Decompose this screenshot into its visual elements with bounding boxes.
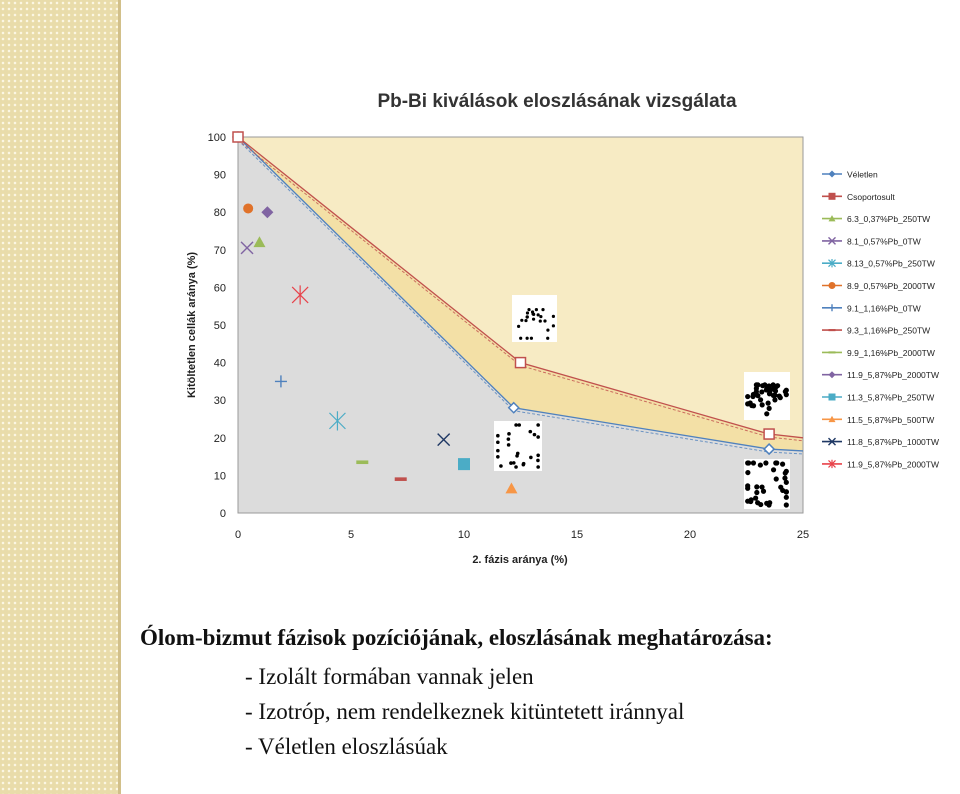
inset-clustered-sparse-dot [530,337,533,340]
inset-clustered-sparse-dot [537,313,540,316]
inset-random-dense-dot [745,486,750,491]
y-tick-label: 80 [213,207,226,220]
legend-label: 9.9_1,16%Pb_2000TW [847,347,935,358]
legend-item [822,415,934,425]
legend-item [822,393,934,403]
inset-clustered-sparse-dot [531,312,534,315]
inset-clustered-sparse-dot [546,337,549,340]
inset-random-sparse-dot [536,423,540,427]
inset-clustered-dense [744,372,790,420]
legend-label: 11.3_5,87%Pb_250TW [847,392,935,403]
x-tick-label: 20 [683,529,697,541]
caption-item: - Véletlen eloszlásúak [245,729,955,764]
y-tick-label: 70 [213,244,226,257]
inset-clustered-dense-dot [760,402,765,407]
x-tick-label: 0 [234,529,242,541]
inset-clustered-sparse-dot [543,319,546,322]
y-tick-label: 90 [213,169,226,182]
legend-marker [829,193,836,200]
side-strip-edge [118,0,121,794]
x-tick-label: 5 [347,529,355,541]
inset-clustered-dense-dot [751,392,756,397]
legend-marker [829,282,836,289]
inset-random-dense-dot [754,484,759,489]
inset-clustered-dense-dot [758,397,763,402]
inset-clustered-sparse-dot [517,325,520,328]
inset-clustered-dense-dot [784,388,789,393]
y-tick-label: 40 [213,357,226,370]
inset-random-sparse-dot [507,443,511,447]
inset-clustered-dense-dot [767,391,772,396]
decorative-side-strip [0,0,118,794]
inset-random-dense-dot [763,460,768,465]
inset-random-dense-dot [748,499,753,504]
inset-random-sparse-dot [514,423,518,427]
legend-item [822,214,930,224]
inset-random-dense-dot [764,501,769,506]
inset-random-dense-dot [783,470,788,475]
inset-random-sparse-dot [496,434,500,438]
inset-clustered-sparse-dot [524,319,527,322]
y-axis-label: Kitöltetlen cellák aránya (%) [186,251,198,399]
inset-clustered-dense-dot [745,394,750,399]
inset-random-sparse-dot [536,454,540,458]
x-axis-label: 2. fázis aránya (%) [472,554,568,566]
legend-marker [829,304,836,311]
inset-clustered-dense-dot [760,383,765,388]
data-point [356,460,368,464]
inset-clustered-sparse-dot [520,319,523,322]
inset-clustered-sparse-dot [527,308,530,311]
inset-clustered-dense-dot [764,411,769,416]
chart [150,70,960,580]
inset-random-sparse-dot [514,465,518,469]
y-tick-label: 10 [213,470,226,483]
legend-item [822,236,921,246]
y-tick-label: 100 [207,132,226,144]
legend-marker [829,394,836,401]
inset-clustered-sparse-dot [526,316,529,319]
inset-random-dense-dot [784,502,789,507]
y-tick-label: 50 [213,320,226,332]
inset-random-dense-dot [753,496,758,501]
inset-clustered-sparse-dot [539,315,542,318]
legend-item [822,437,939,447]
clustered-line-point [516,358,526,368]
inset-random-dense-dot [774,476,779,481]
inset-clustered-sparse-dot [526,337,529,340]
inset-clustered-dense-dot [778,395,783,400]
legend-marker [829,329,836,331]
inset-random-dense-dot [758,462,763,467]
inset-random-sparse-dot [499,464,503,468]
inset-random-dense [744,459,790,509]
inset-clustered-dense-dot [759,389,764,394]
inset-random-sparse-dot [517,423,521,427]
inset-random-sparse-dot [509,461,513,465]
legend-item [822,170,878,180]
legend-label: 11.5_5,87%Pb_500TW [847,414,935,425]
legend-label: 9.1_1,16%Pb_0TW [847,303,921,314]
legend-marker [829,371,836,378]
legend-label: 11.8_5,87%Pb_1000TW [847,437,939,448]
inset-random-dense-dot [784,495,789,500]
legend-item [822,326,930,336]
data-point [243,203,253,213]
inset-random-sparse-dot [515,454,519,458]
legend-label: 6.3_0,37%Pb_250TW [847,214,931,225]
inset-random-sparse-dot [536,435,540,439]
x-axis-ticks [235,529,809,541]
caption-item: - Izotróp, nem rendelkeznek kitüntetett iránnyal [245,694,955,729]
inset-random-dense-dot [755,500,760,505]
inset-random-sparse-dot [522,463,526,467]
legend-label: 8.9_0,57%Pb_2000TW [847,281,935,291]
legend-label: 8.13_0,57%Pb_250TW [847,258,935,269]
caption-list [140,659,955,764]
legend-label: Véletlen [847,169,878,180]
inset-random-sparse-dot [496,449,500,453]
legend-item [822,303,921,313]
inset-clustered-dense-dot [749,403,754,408]
legend-label: 9.3_1,16%Pb_250TW [847,325,931,336]
inset-random-dense-dot [771,467,776,472]
legend-marker [829,171,836,178]
inset-clustered-dense-dot [767,406,772,411]
inset-clustered-dense-dot [772,397,777,402]
x-tick-label: 15 [570,529,584,541]
inset-clustered-sparse-dot [535,308,538,311]
inset-random-sparse-dot [507,432,511,436]
inset-random-dense-dot [745,470,750,475]
legend [822,170,939,470]
legend-marker [829,351,836,353]
inset-random-dense-dot [782,476,787,481]
inset-random-dense-dot [754,490,759,495]
inset-random-sparse-dot [496,440,500,444]
inset-random-sparse [494,421,542,471]
legend-item [822,281,935,291]
legend-label: 11.9_5,87%Pb_2000TW [847,370,939,381]
inset-random-sparse-dot [536,465,540,469]
caption-title: Ólom-bizmut fázisok pozíciójának, eloszlásának meghatározása: [140,625,773,650]
legend-item [822,459,939,469]
inset-random-sparse-dot [496,455,500,459]
caption [140,625,955,764]
chart-title: Pb-Bi kiválások eloszlásának vizsgálata [377,91,737,112]
inset-random-sparse-bg [494,421,542,471]
inset-clustered-sparse-dot [539,319,542,322]
inset-clustered-dense-dot [766,401,771,406]
inset-clustered-sparse-dot [526,311,529,314]
clustered-line-point [233,132,243,142]
inset-random-dense-dot [774,460,779,465]
inset-clustered-sparse-dot [546,329,549,332]
legend-item [822,192,895,202]
inset-random-dense-dot [780,462,785,467]
inset-clustered-sparse-dot [541,308,544,311]
y-axis-ticks [208,132,226,520]
data-point [458,458,470,470]
y-tick-label: 20 [213,432,226,445]
inset-clustered-sparse-dot [552,324,555,327]
inset-random-sparse-dot [528,430,532,434]
data-point [395,477,407,481]
inset-random-sparse-dot [536,459,540,463]
legend-item [822,259,935,269]
legend-label: Csoportosult [847,191,895,202]
y-tick-label: 30 [213,395,226,408]
inset-random-dense-dot [751,460,756,465]
inset-random-sparse-dot [507,437,511,441]
inset-clustered-sparse-dot [552,315,555,318]
inset-clustered-sparse-dot [532,318,535,321]
inset-random-dense-dot [745,460,750,465]
legend-label: 11.9_5,87%Pb_2000TW [847,459,939,470]
inset-random-sparse-dot [533,433,537,437]
inset-clustered-sparse [512,295,557,342]
legend-label: 8.1_0,57%Pb_0TW [847,236,921,247]
legend-item [822,370,939,380]
inset-random-sparse-dot [529,456,533,460]
caption-item: - Izolált formában vannak jelen [245,659,955,694]
y-tick-label: 0 [219,508,226,520]
y-tick-label: 60 [213,282,226,295]
x-tick-label: 10 [457,529,471,541]
legend-item [822,348,935,358]
inset-clustered-sparse-dot [519,337,522,340]
x-tick-label: 25 [796,529,810,541]
clustered-line-point [764,429,774,439]
inset-random-dense-dot [780,488,785,493]
inset-random-dense-dot [761,489,766,494]
